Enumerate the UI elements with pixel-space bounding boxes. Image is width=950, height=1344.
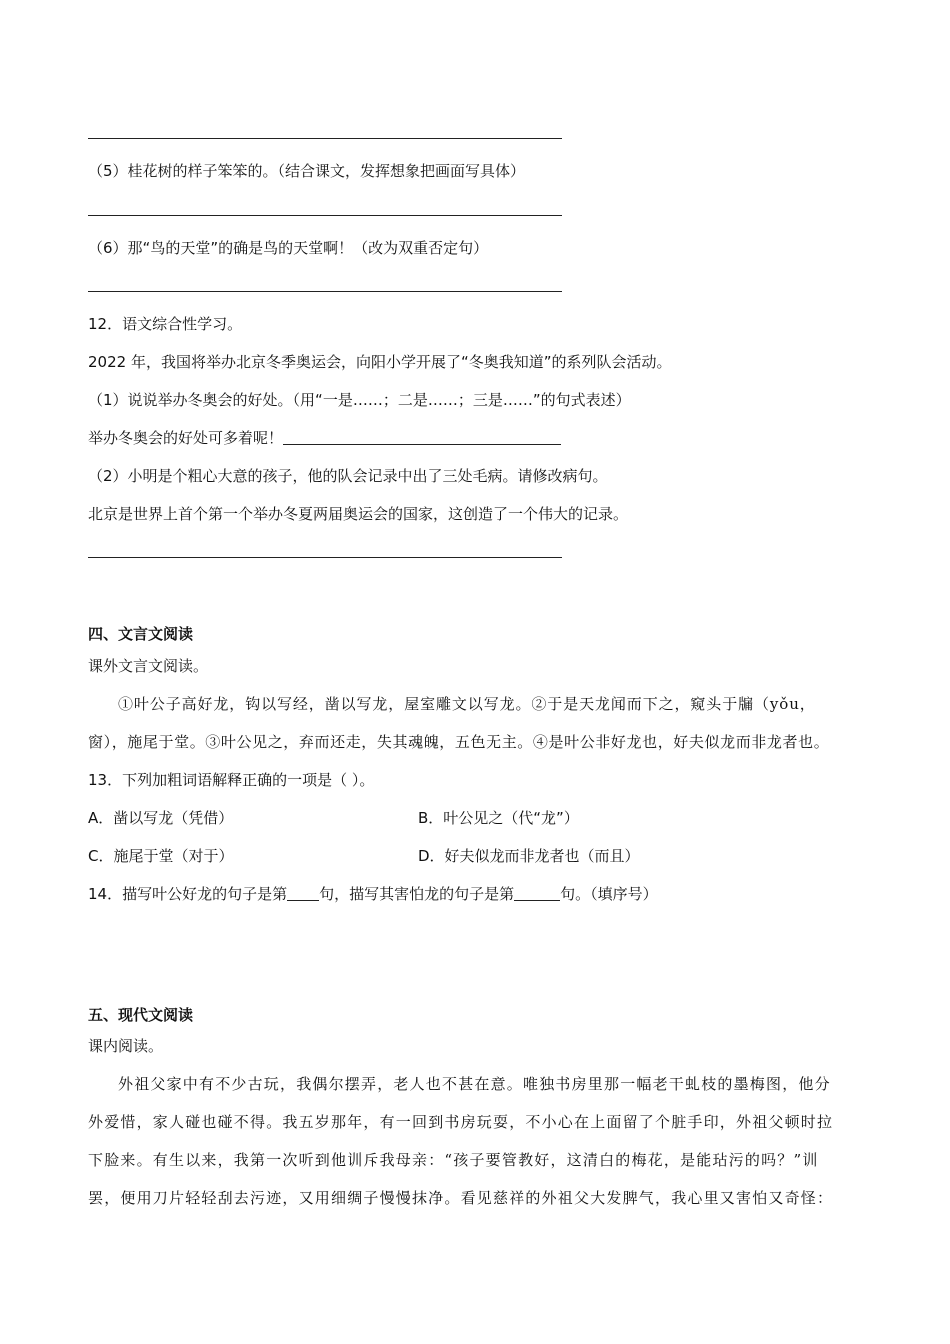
question-12-title: 12．语文综合性学习。: [88, 315, 243, 333]
question-14: 14．描写叶公好龙的句子是第 句，描写其害怕龙的句子是第 句。（填序号）: [88, 885, 658, 903]
answer-blank[interactable]: [283, 428, 561, 445]
modern-passage-line-3: 下脸来。有生以来，我第一次听到他训斥我母亲：“孩子要管教好，这清白的梅花，是能玷污的吗？”训: [88, 1151, 819, 1169]
option-b[interactable]: B．叶公见之（代“龙”）: [418, 809, 579, 827]
answer-prefix: 举办冬奥会的好处可多着呢！: [88, 429, 284, 447]
section-4-heading: 四、文言文阅读: [88, 625, 194, 643]
section-5-intro: 课内阅读。: [88, 1037, 164, 1055]
question-12-sub1-answer: [88, 428, 561, 448]
modern-passage-line-1: 外祖父家中有不少古玩，我偶尔摆弄，老人也不甚在意。唯独书房里那一幅老干虬枝的墨梅图，他分: [118, 1075, 831, 1093]
question-12-sub2-sentence: 北京是世界上首个第一个举办冬夏两届奥运会的国家，这创造了一个伟大的记录。: [88, 505, 629, 523]
modern-passage-line-4: 罢，便用刀片轻轻刮去污迹，又用细绸子慢慢抹净。看见慈祥的外祖父大发脾气，我心里又害怕又奇怪：: [88, 1189, 834, 1207]
classical-passage-line-2: 窗），施尾于堂。③叶公见之，弃而还走，失其魂魄，五色无主。④是叶公非好龙也，好夫似龙而非龙者也。: [88, 733, 830, 751]
answer-blank[interactable]: [287, 884, 319, 901]
option-a[interactable]: A．凿以写龙（凭借）: [88, 809, 234, 827]
answer-line[interactable]: [88, 138, 562, 139]
modern-passage-line-2: 外爱惜，家人碰也碰不得。我五岁那年，有一回到书房玩耍，不小心在上面留了个脏手印，外祖父顿时拉: [88, 1113, 834, 1131]
answer-blank[interactable]: [514, 884, 560, 901]
section-5-heading: 五、现代文阅读: [88, 1006, 194, 1024]
question-12-intro: 2022 年，我国将举办北京冬季奥运会，向阳小学开展了“冬奥我知道”的系列队会活动。: [88, 353, 672, 371]
question-13: 13．下列加粗词语解释正确的一项是（ ）。: [88, 771, 375, 789]
answer-line[interactable]: [88, 557, 562, 558]
question-item-5: （5）桂花树的样子笨笨的。（结合课文，发挥想象把画面写具体）: [88, 162, 526, 180]
question-12-sub1: （1）说说举办冬奥会的好处。（用“一是……；二是……；三是……”的句式表述）: [88, 391, 631, 409]
option-c[interactable]: C．施尾于堂（对于）: [88, 847, 234, 865]
answer-line[interactable]: [88, 215, 562, 216]
question-item-6: （6）那“鸟的天堂”的确是鸟的天堂啊！（改为双重否定句）: [88, 239, 489, 257]
classical-passage-line-1: ①叶公子高好龙，钩以写经，凿以写龙，屋室雕文以写龙。②于是天龙闻而下之，窥头于牖（yǒu，: [118, 695, 816, 713]
question-12-sub2: （2）小明是个粗心大意的孩子，他的队会记录中出了三处毛病。请修改病句。: [88, 467, 608, 485]
answer-line[interactable]: [88, 291, 562, 292]
option-d[interactable]: D．好夫似龙而非龙者也（而且）: [418, 847, 640, 865]
section-4-intro: 课外文言文阅读。: [88, 657, 209, 675]
